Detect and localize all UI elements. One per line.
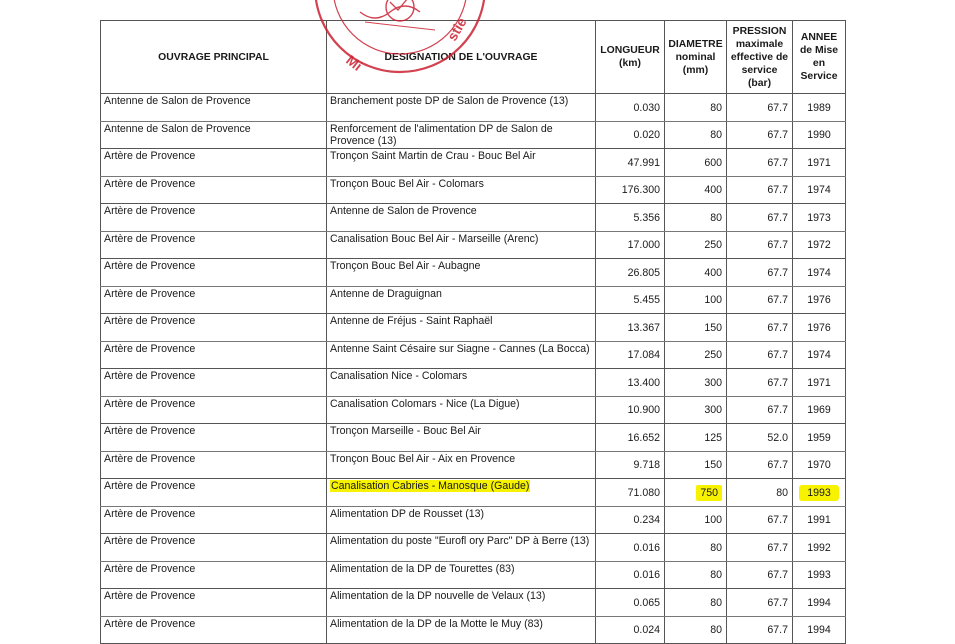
cell-ouvrage-text: Artère de Provence xyxy=(104,617,196,630)
cell-longueur xyxy=(596,424,665,452)
cell-longueur xyxy=(596,534,665,562)
cell-ouvrage-text: Artère de Provence xyxy=(104,535,196,547)
cell-ouvrage-text: Artère de Provence xyxy=(104,342,196,355)
cell-designation xyxy=(327,121,596,149)
cell-ouvrage-text: Antenne de Salon de Provence xyxy=(104,122,251,135)
table-row xyxy=(101,149,846,177)
cell-annee-text: 1994 xyxy=(807,596,831,609)
cell-longueur-text: 17.084 xyxy=(627,349,660,362)
table-row xyxy=(101,286,846,314)
table-header-row xyxy=(101,21,846,94)
cell-ouvrage-text: Artère de Provence xyxy=(104,287,196,300)
cell-pression-text: 67.7 xyxy=(767,404,788,417)
cell-designation-text: Antenne de Draguignan xyxy=(330,287,442,300)
table-row xyxy=(101,176,846,204)
cell-pression xyxy=(727,424,793,452)
cell-annee xyxy=(793,589,846,617)
cell-diametre-text: 300 xyxy=(704,404,722,417)
header-diametre: DIAMETRE nominal (mm) xyxy=(665,21,727,94)
cell-pression-text: 67.7 xyxy=(767,514,788,527)
cell-designation xyxy=(327,396,596,424)
cell-designation xyxy=(327,534,596,562)
cell-designation-text: Antenne de Fréjus - Saint Raphaël xyxy=(330,315,493,327)
stamp-text-left: Mi xyxy=(343,51,366,74)
cell-longueur-text: 0.020 xyxy=(633,129,660,142)
cell-designation-text: Alimentation DP de Rousset (13) xyxy=(330,507,485,520)
cell-longueur xyxy=(596,451,665,479)
cell-ouvrage-text: Artère de Provence xyxy=(104,562,196,575)
cell-annee-text: 1992 xyxy=(807,541,831,554)
cell-ouvrage xyxy=(101,94,327,122)
cell-annee xyxy=(793,451,846,479)
cell-annee xyxy=(793,259,846,287)
cell-designation xyxy=(327,176,596,204)
cell-designation xyxy=(327,314,596,342)
cell-designation xyxy=(327,341,596,369)
cell-designation-text: Renforcement de l'alimentation DP de Salon de Provence (13) xyxy=(330,122,553,147)
cell-annee-text: 1994 xyxy=(807,624,831,637)
cell-ouvrage-text: Artère de Provence xyxy=(104,507,196,520)
cell-annee-text: 1993 xyxy=(799,485,839,501)
cell-annee-text: 1959 xyxy=(807,431,831,444)
table-row xyxy=(101,341,846,369)
cell-ouvrage xyxy=(101,259,327,287)
cell-designation-text: Canalisation Cabries - Manosque (Gaude) xyxy=(331,480,530,492)
cell-designation-text: Canalisation Bouc Bel Air - Marseille (Arenc) xyxy=(330,232,539,245)
cell-annee-text: 1976 xyxy=(807,321,831,334)
cell-annee-text: 1971 xyxy=(807,156,831,169)
table-body xyxy=(101,94,846,644)
cell-designation-text: Alimentation de la DP de la Motte le Muy (83) xyxy=(330,617,543,630)
cell-pression-text: 67.7 xyxy=(767,294,788,307)
cell-designation-text: Tronçon Bouc Bel Air - Aix en Provence xyxy=(330,452,516,465)
cell-diametre xyxy=(665,231,727,259)
header-pression: PRESSION maximale effective de service (bar) xyxy=(727,21,793,94)
cell-pression xyxy=(727,506,793,534)
cell-designation xyxy=(327,424,596,452)
cell-annee xyxy=(793,204,846,232)
table-row xyxy=(101,506,846,534)
table-row xyxy=(101,121,846,149)
cell-diametre xyxy=(665,506,727,534)
cell-longueur-text: 71.080 xyxy=(627,486,660,499)
cell-designation xyxy=(327,506,596,534)
header-annee: ANNEE de Mise en Service xyxy=(793,21,846,94)
cell-ouvrage-text: Artère de Provence xyxy=(104,150,196,162)
cell-designation-text: Alimentation du poste "Eurofl ory Parc" DP à Berre (13) xyxy=(330,535,590,547)
cell-longueur-text: 10.900 xyxy=(627,404,660,417)
cell-pression xyxy=(727,176,793,204)
cell-designation xyxy=(327,149,596,177)
cell-longueur xyxy=(596,369,665,397)
cell-designation-text: Tronçon Saint Martin de Crau - Bouc Bel Air xyxy=(330,150,536,162)
cell-diametre-text: 150 xyxy=(704,321,722,334)
cell-pression xyxy=(727,616,793,644)
cell-pression xyxy=(727,396,793,424)
table-row xyxy=(101,259,846,287)
cell-diametre-text: 80 xyxy=(710,129,722,142)
cell-diametre-text: 250 xyxy=(704,349,722,362)
cell-annee xyxy=(793,534,846,562)
cell-pression-text: 67.7 xyxy=(767,376,788,389)
cell-longueur-text: 176.300 xyxy=(621,184,660,197)
cell-annee-text: 1971 xyxy=(807,376,831,389)
table-row-highlighted xyxy=(101,479,846,507)
cell-designation xyxy=(327,616,596,644)
cell-diametre xyxy=(665,176,727,204)
cell-ouvrage-text: Artère de Provence xyxy=(104,397,196,410)
cell-ouvrage xyxy=(101,204,327,232)
cell-designation-text: Canalisation Colomars - Nice (La Digue) xyxy=(330,397,520,410)
cell-ouvrage xyxy=(101,589,327,617)
cell-diametre xyxy=(665,589,727,617)
cell-diametre xyxy=(665,341,727,369)
cell-longueur-text: 26.805 xyxy=(627,266,660,279)
cell-diametre xyxy=(665,121,727,149)
cell-longueur-text: 5.455 xyxy=(633,294,660,307)
cell-ouvrage xyxy=(101,479,327,507)
cell-ouvrage xyxy=(101,341,327,369)
cell-diametre xyxy=(665,616,727,644)
cell-annee-text: 1993 xyxy=(807,569,831,582)
cell-diametre-text: 100 xyxy=(704,514,722,527)
cell-diametre-text: 80 xyxy=(710,541,722,554)
table-row xyxy=(101,534,846,562)
cell-ouvrage xyxy=(101,561,327,589)
cell-ouvrage xyxy=(101,286,327,314)
cell-longueur-text: 5.356 xyxy=(633,211,660,224)
cell-designation-text: Alimentation de la DP de Tourettes (83) xyxy=(330,562,515,575)
cell-diametre-text: 150 xyxy=(704,459,722,472)
cell-pression-text: 52.0 xyxy=(767,431,788,444)
header-designation: DESIGNATION DE L'OUVRAGE xyxy=(327,21,596,94)
cell-annee xyxy=(793,286,846,314)
cell-diametre-text: 100 xyxy=(704,294,722,307)
cell-designation xyxy=(327,94,596,122)
cell-pression xyxy=(727,121,793,149)
cell-pression xyxy=(727,369,793,397)
cell-annee xyxy=(793,176,846,204)
header-ouvrage: OUVRAGE PRINCIPAL xyxy=(101,21,327,94)
cell-longueur xyxy=(596,121,665,149)
pipeline-table xyxy=(100,20,846,644)
cell-longueur-text: 16.652 xyxy=(627,431,660,444)
cell-diametre-text: 300 xyxy=(704,376,722,389)
cell-diametre-text: 125 xyxy=(704,431,722,444)
cell-diametre xyxy=(665,94,727,122)
cell-annee xyxy=(793,149,846,177)
document-page xyxy=(100,12,848,637)
cell-annee xyxy=(793,396,846,424)
cell-annee xyxy=(793,231,846,259)
cell-annee-text: 1991 xyxy=(807,514,831,527)
cell-pression xyxy=(727,286,793,314)
header-longueur: LONGUEUR (km) xyxy=(596,21,665,94)
cell-pression xyxy=(727,341,793,369)
cell-pression xyxy=(727,259,793,287)
cell-annee-text: 1970 xyxy=(807,459,831,472)
cell-longueur-text: 13.400 xyxy=(627,376,660,389)
cell-pression-text: 67.7 xyxy=(767,321,788,334)
cell-diametre xyxy=(665,396,727,424)
cell-pression-text: 67.7 xyxy=(767,266,788,279)
cell-designation xyxy=(327,589,596,617)
cell-longueur xyxy=(596,589,665,617)
cell-ouvrage-text: Artère de Provence xyxy=(104,452,196,465)
cell-diametre xyxy=(665,451,727,479)
cell-pression xyxy=(727,204,793,232)
table-row xyxy=(101,396,846,424)
cell-ouvrage xyxy=(101,176,327,204)
cell-annee-text: 1972 xyxy=(807,239,831,252)
cell-ouvrage-text: Artère de Provence xyxy=(104,260,196,272)
cell-longueur xyxy=(596,286,665,314)
cell-ouvrage-text: Artère de Provence xyxy=(104,480,196,492)
cell-pression-text: 67.7 xyxy=(767,101,788,114)
cell-designation-text: Tronçon Bouc Bel Air - Aubagne xyxy=(330,260,481,272)
cell-annee xyxy=(793,479,846,507)
cell-diametre xyxy=(665,149,727,177)
cell-pression xyxy=(727,479,793,507)
cell-longueur-text: 0.024 xyxy=(633,624,660,637)
cell-annee xyxy=(793,616,846,644)
cell-diametre-text: 400 xyxy=(704,184,722,197)
cell-pression-text: 67.7 xyxy=(767,156,788,169)
cell-ouvrage xyxy=(101,231,327,259)
cell-longueur xyxy=(596,204,665,232)
cell-ouvrage-text: Artère de Provence xyxy=(104,177,196,190)
table-row xyxy=(101,314,846,342)
cell-diametre xyxy=(665,204,727,232)
cell-longueur xyxy=(596,616,665,644)
cell-pression xyxy=(727,589,793,617)
cell-pression-text: 80 xyxy=(776,486,788,499)
cell-designation-text: Canalisation Nice - Colomars xyxy=(330,370,468,382)
cell-diametre xyxy=(665,479,727,507)
cell-pression xyxy=(727,149,793,177)
cell-pression xyxy=(727,94,793,122)
cell-diametre-text: 600 xyxy=(704,156,722,169)
cell-designation xyxy=(327,369,596,397)
cell-diametre xyxy=(665,561,727,589)
cell-pression xyxy=(727,451,793,479)
table-row xyxy=(101,561,846,589)
cell-annee-text: 1969 xyxy=(807,404,831,417)
cell-pression-text: 67.7 xyxy=(767,129,788,142)
cell-diametre xyxy=(665,259,727,287)
cell-ouvrage xyxy=(101,121,327,149)
cell-designation-text: Antenne Saint Césaire sur Siagne - Cannes (La Bocca) xyxy=(330,342,590,355)
cell-diametre-text: 80 xyxy=(710,569,722,582)
cell-longueur-text: 47.991 xyxy=(627,156,660,169)
cell-annee xyxy=(793,369,846,397)
cell-ouvrage xyxy=(101,424,327,452)
cell-diametre-text: 80 xyxy=(710,624,722,637)
cell-longueur xyxy=(596,314,665,342)
cell-diametre xyxy=(665,369,727,397)
cell-longueur-text: 0.016 xyxy=(633,541,660,554)
table-row xyxy=(101,204,846,232)
cell-annee-text: 1973 xyxy=(807,211,831,224)
cell-annee xyxy=(793,506,846,534)
cell-ouvrage xyxy=(101,396,327,424)
cell-diametre-text: 80 xyxy=(710,596,722,609)
cell-designation-text: Alimentation de la DP nouvelle de Velaux (13) xyxy=(330,590,546,602)
cell-pression-text: 67.7 xyxy=(767,211,788,224)
stamp-text-right: stie xyxy=(443,14,470,44)
cell-longueur xyxy=(596,231,665,259)
cell-annee xyxy=(793,424,846,452)
table-row xyxy=(101,94,846,122)
cell-designation-text: Tronçon Bouc Bel Air - Colomars xyxy=(330,177,484,190)
cell-longueur-text: 13.367 xyxy=(627,321,660,334)
cell-ouvrage-text: Artère de Provence xyxy=(104,425,196,437)
cell-longueur-text: 0.234 xyxy=(633,514,660,527)
cell-longueur xyxy=(596,176,665,204)
table-row xyxy=(101,424,846,452)
cell-longueur-text: 9.718 xyxy=(633,459,660,472)
cell-ouvrage xyxy=(101,149,327,177)
cell-longueur xyxy=(596,341,665,369)
cell-designation xyxy=(327,451,596,479)
cell-longueur xyxy=(596,396,665,424)
cell-designation xyxy=(327,479,596,507)
cell-annee-text: 1974 xyxy=(807,349,831,362)
cell-annee-text: 1976 xyxy=(807,294,831,307)
cell-designation-text: Tronçon Marseille - Bouc Bel Air xyxy=(330,425,481,437)
cell-pression-text: 67.7 xyxy=(767,596,788,609)
cell-pression xyxy=(727,231,793,259)
cell-pression xyxy=(727,561,793,589)
cell-ouvrage xyxy=(101,534,327,562)
cell-ouvrage xyxy=(101,616,327,644)
cell-longueur xyxy=(596,506,665,534)
cell-diametre-text: 400 xyxy=(704,266,722,279)
cell-ouvrage-text: Antenne de Salon de Provence xyxy=(104,95,251,107)
cell-pression-text: 67.7 xyxy=(767,624,788,637)
table-row xyxy=(101,231,846,259)
cell-longueur-text: 0.016 xyxy=(633,569,660,582)
cell-designation-text: Antenne de Salon de Provence xyxy=(330,205,477,217)
cell-longueur-text: 0.065 xyxy=(633,596,660,609)
cell-longueur xyxy=(596,479,665,507)
cell-diametre xyxy=(665,286,727,314)
cell-ouvrage xyxy=(101,369,327,397)
cell-diametre-text: 80 xyxy=(710,101,722,114)
cell-annee xyxy=(793,314,846,342)
cell-ouvrage xyxy=(101,451,327,479)
cell-pression xyxy=(727,314,793,342)
cell-designation xyxy=(327,561,596,589)
cell-designation-text: Branchement poste DP de Salon de Provence (13) xyxy=(330,95,569,107)
cell-pression-text: 67.7 xyxy=(767,349,788,362)
cell-ouvrage-text: Artère de Provence xyxy=(104,205,196,217)
cell-annee-text: 1974 xyxy=(807,184,831,197)
cell-ouvrage-text: Artère de Provence xyxy=(104,315,196,327)
cell-pression-text: 67.7 xyxy=(767,184,788,197)
cell-pression-text: 67.7 xyxy=(767,569,788,582)
cell-pression-text: 67.7 xyxy=(767,459,788,472)
cell-annee xyxy=(793,561,846,589)
cell-longueur-text: 0.030 xyxy=(633,101,660,114)
cell-longueur-text: 17.000 xyxy=(627,239,660,252)
table-row xyxy=(101,369,846,397)
cell-ouvrage-text: Artère de Provence xyxy=(104,232,196,245)
cell-designation xyxy=(327,286,596,314)
cell-diametre xyxy=(665,534,727,562)
table-row xyxy=(101,616,846,644)
cell-diametre-text: 80 xyxy=(710,211,722,224)
cell-pression-text: 67.7 xyxy=(767,239,788,252)
cell-annee-text: 1974 xyxy=(807,266,831,279)
cell-ouvrage-text: Artère de Provence xyxy=(104,590,196,602)
cell-annee xyxy=(793,121,846,149)
cell-diametre xyxy=(665,424,727,452)
table-row xyxy=(101,451,846,479)
cell-diametre-text: 750 xyxy=(696,485,722,501)
cell-longueur xyxy=(596,94,665,122)
cell-ouvrage xyxy=(101,506,327,534)
cell-pression xyxy=(727,534,793,562)
table-row xyxy=(101,589,846,617)
cell-ouvrage xyxy=(101,314,327,342)
cell-diametre xyxy=(665,314,727,342)
cell-designation xyxy=(327,259,596,287)
cell-annee xyxy=(793,341,846,369)
cell-diametre-text: 250 xyxy=(704,239,722,252)
cell-annee-text: 1989 xyxy=(807,101,831,114)
cell-designation xyxy=(327,231,596,259)
cell-designation xyxy=(327,204,596,232)
cell-longueur xyxy=(596,149,665,177)
cell-longueur xyxy=(596,561,665,589)
cell-annee-text: 1990 xyxy=(807,129,831,142)
cell-longueur xyxy=(596,259,665,287)
cell-annee xyxy=(793,94,846,122)
cell-ouvrage-text: Artère de Provence xyxy=(104,370,196,382)
cell-pression-text: 67.7 xyxy=(767,541,788,554)
